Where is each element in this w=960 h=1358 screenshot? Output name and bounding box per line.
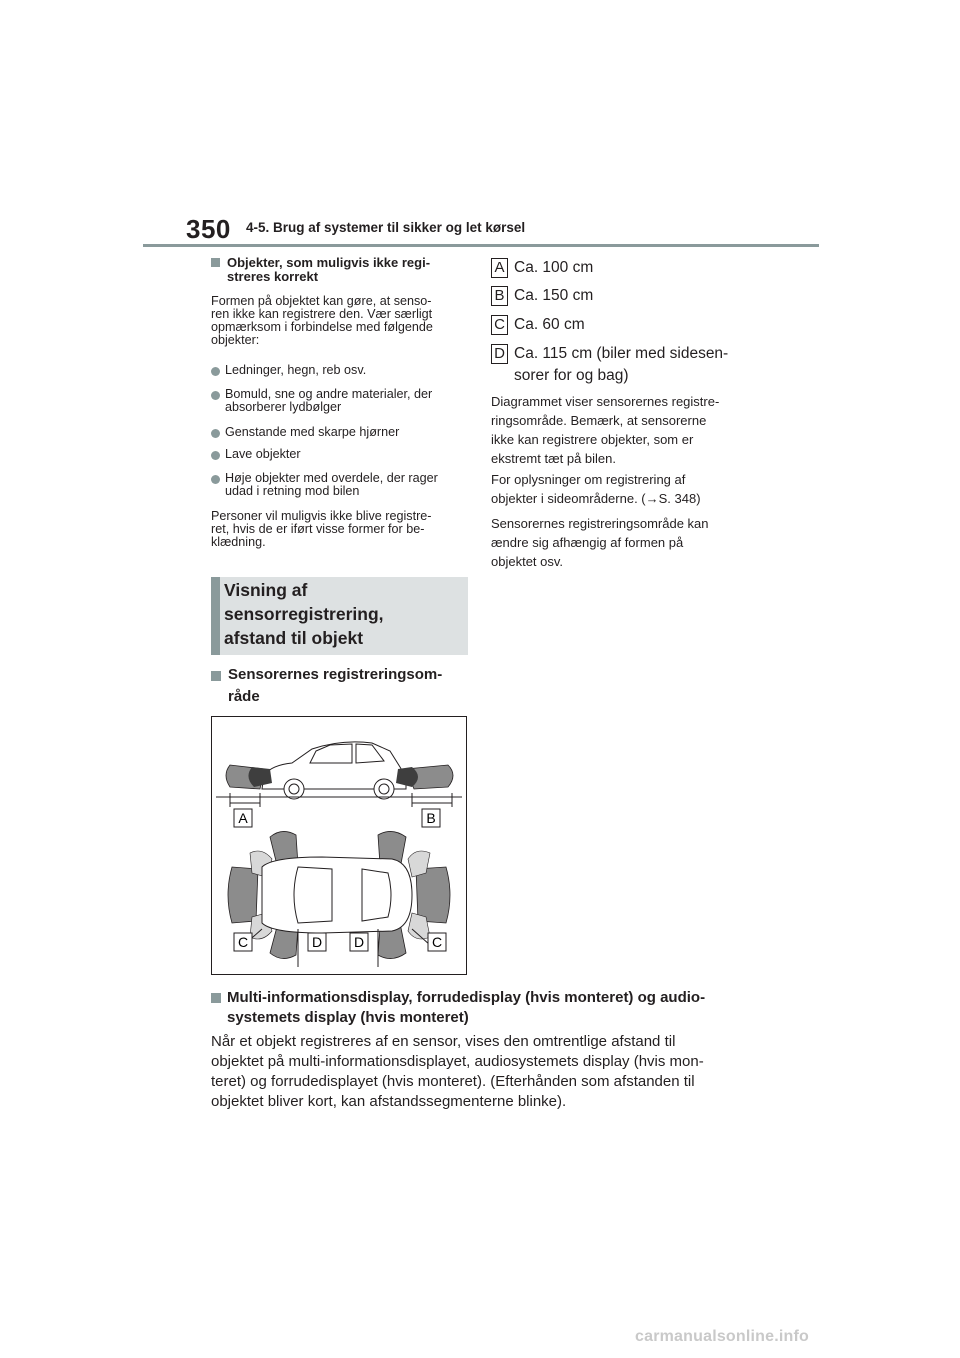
heading-sensor-range: Sensorernes registreringsom- råde (211, 664, 473, 708)
watermark: carmanualsonline.info (635, 1328, 810, 1345)
header-divider (143, 244, 819, 247)
heading-line: streres korrekt (227, 269, 319, 284)
text-line: Personer vil muligvis ikke blive registre- (211, 509, 432, 523)
side-area-reference: For oplysninger om registrering af objekter i sideområderne. (→S. 348) (491, 472, 701, 506)
sensor-range-diagram (211, 716, 467, 975)
section-box-accent (211, 577, 220, 655)
label-c-right: C (431, 934, 443, 950)
text-line: ren ikke kan registrere den. Vær særligt (211, 307, 433, 321)
text-line: opmærksom i forbindelse med følgende (211, 320, 433, 334)
heading-displays: Multi-informationsdisplay, forrudedisplay (hvis monteret) og audio- systemets display (hvis monteret) (211, 988, 751, 1028)
sensor-zone-top-front (228, 867, 258, 923)
sensor-zone-top-rear (416, 867, 450, 923)
bullet-item: Genstande med skarpe hjørner (211, 426, 473, 439)
bullet-item: Bomuld, sne og andre materialer, der absorberer lydbølger (211, 388, 473, 414)
text-line: Formen på objektet kan gøre, at senso- (211, 294, 432, 308)
label-c-left: C (237, 934, 249, 950)
label-d-left: D (311, 934, 323, 950)
section-title: 4-5. Brug af systemer til sikker og let kørsel (246, 220, 526, 235)
bullet-item: Ledninger, hegn, reb osv. (211, 364, 473, 377)
displays-paragraph: Når et objekt registreres af en sensor, vises den omtrentlige afstand til objektet på multi-informationsdisplayet, audiosystemets display (hvis mon- teret) og forrudedisplayet (hvis monteret). (Efterhånden som afstanden til objektet bliver kort, kan afstandssegmenterne blinke). (211, 1033, 704, 1110)
square-bullet-icon (211, 258, 220, 267)
section-box-title: Visning af sensorregistrering, afstand til objekt (224, 580, 384, 648)
bullet-item: Høje objekter med overdele, der rager udad i retning mod bilen (211, 472, 473, 498)
heading-line: Objekter, som muligvis ikke regi- (227, 255, 431, 270)
round-bullet-icon (211, 429, 220, 438)
range-variation-note: Sensorernes registreringsområde kan ændre sig afhængig af formen på objektet osv. (491, 516, 709, 569)
text-line: klædning. (211, 535, 266, 549)
round-bullet-icon (211, 391, 220, 400)
round-bullet-icon (211, 451, 220, 460)
page-number: 350 (186, 214, 231, 244)
bullet-item: Lave objekter (211, 448, 473, 461)
text-line: ret, hvis de er iført visse former for be- (211, 522, 425, 536)
square-bullet-icon (211, 993, 221, 1003)
intro-paragraph (211, 295, 473, 347)
text-line: objekter: (211, 333, 260, 347)
label-b: B (426, 810, 436, 826)
diagram-description: Diagrammet viser sensorernes registre- ringsområde. Bemærk, at sensorerne ikke kan registrere objekter, som er ekstremt tæt på bilen. (491, 394, 720, 466)
square-bullet-icon (211, 671, 221, 681)
round-bullet-icon (211, 367, 220, 376)
persons-note (211, 510, 473, 549)
label-a: A (238, 810, 248, 826)
car-top-view (262, 857, 412, 933)
car-side-view (262, 742, 406, 799)
sensor-diagram-svg (212, 717, 466, 974)
round-bullet-icon (211, 475, 220, 484)
label-d-right: D (353, 934, 365, 950)
